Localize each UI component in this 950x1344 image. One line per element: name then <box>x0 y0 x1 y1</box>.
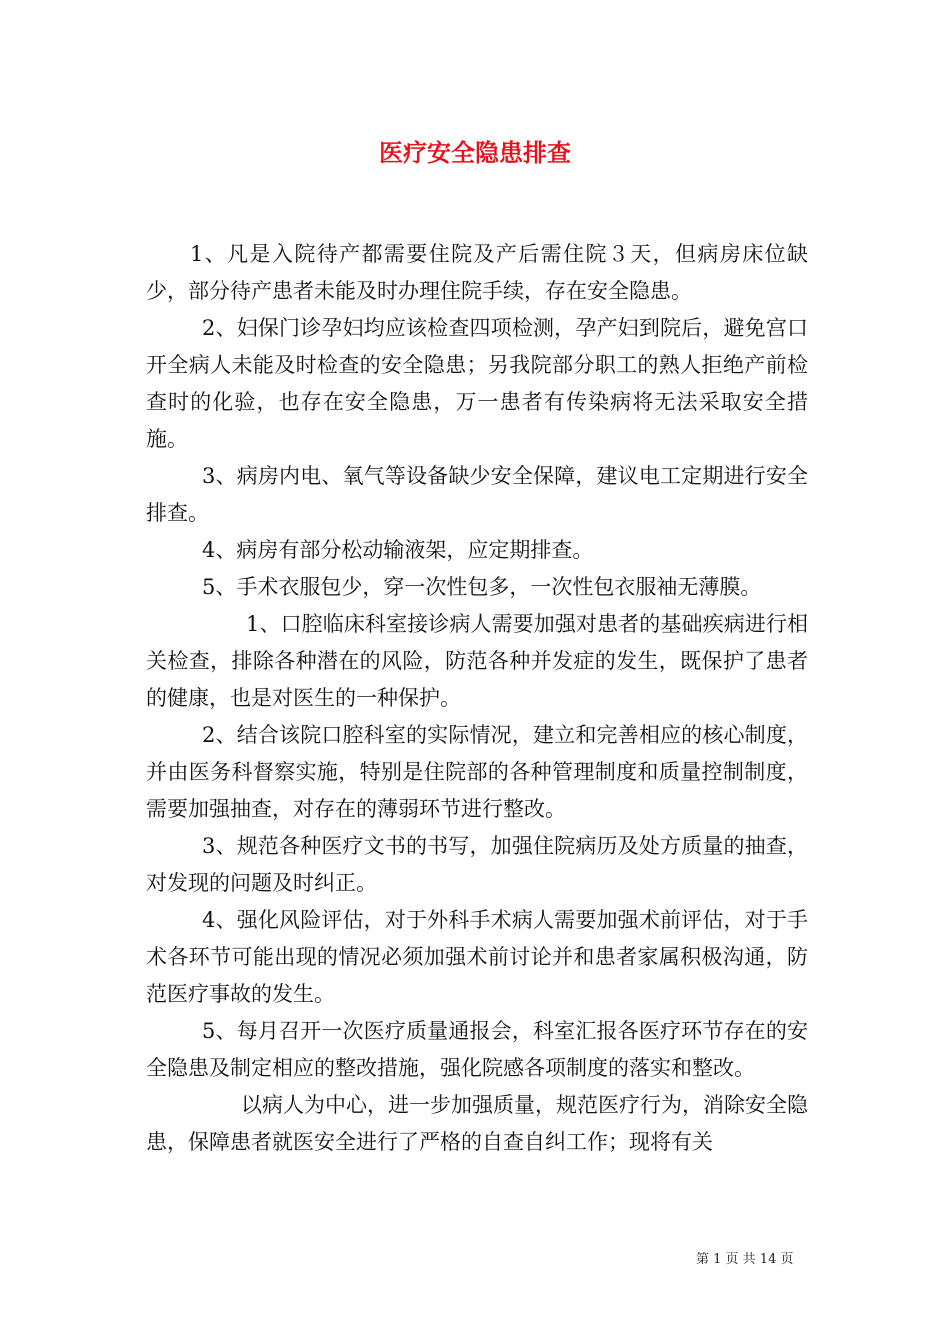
page-number: 第 1 页 共 14 页 <box>696 1252 794 1267</box>
paragraph-1: 1、凡是入院待产都需要住院及产后需住院３天，但病房床位缺少，部分待产患者未能及时办理住院手续，存在安全隐患。 <box>146 242 808 303</box>
paragraph-10: 5、每月召开一次医疗质量通报会，科室汇报各医疗环节存在的安全隐患及制定相应的整改措施，强化院感各项制度的落实和整改。 <box>146 1019 808 1080</box>
paragraph-4: 4、病房有部分松动输液架，应定期排查。 <box>202 538 594 562</box>
paragraph-5: 5、手术衣服包少，穿一次性包多，一次性包衣服袖无薄膜。 <box>202 575 762 599</box>
paragraph-6: 1、口腔临床科室接诊病人需要加强对患者的基础疾病进行相关检查，排除各种潜在的风险，防范各种并发症的发生，既保护了患者的健康，也是对医生的一种保护。 <box>146 612 808 710</box>
document-body <box>146 236 808 1161</box>
paragraph-3: 3、病房内电、氧气等设备缺少安全保障，建议电工定期进行安全排查。 <box>146 464 808 525</box>
document-title: 医疗安全隐患排查 <box>379 138 571 167</box>
paragraph-7: 2、结合该院口腔科室的实际情况，建立和完善相应的核心制度，并由医务科督察实施，特别是住院部的各种管理制度和质量控制制度，需要加强抽查，对存在的薄弱环节进行整改。 <box>146 723 808 821</box>
paragraph-2: 2、妇保门诊孕妇均应该检查四项检测，孕产妇到院后，避免宫口开全病人未能及时检查的安全隐患；另我院部分职工的熟人拒绝产前检查时的化验，也存在安全隐患，万一患者有传染病将无法采取安全措施。 <box>146 316 808 451</box>
paragraph-11: 以病人为中心，进一步加强质量，规范医疗行为，消除安全隐患，保障患者就医安全进行了严格的自查自纠工作；现将有关 <box>146 1093 808 1154</box>
paragraph-9: 4、强化风险评估，对于外科手术病人需要加强术前评估，对于手术各环节可能出现的情况必须加强术前讨论并和患者家属积极沟通，防范医疗事故的发生。 <box>146 908 808 1006</box>
paragraph-8: 3、规范各种医疗文书的书写，加强住院病历及处方质量的抽查，对发现的问题及时纠正。 <box>146 834 808 895</box>
